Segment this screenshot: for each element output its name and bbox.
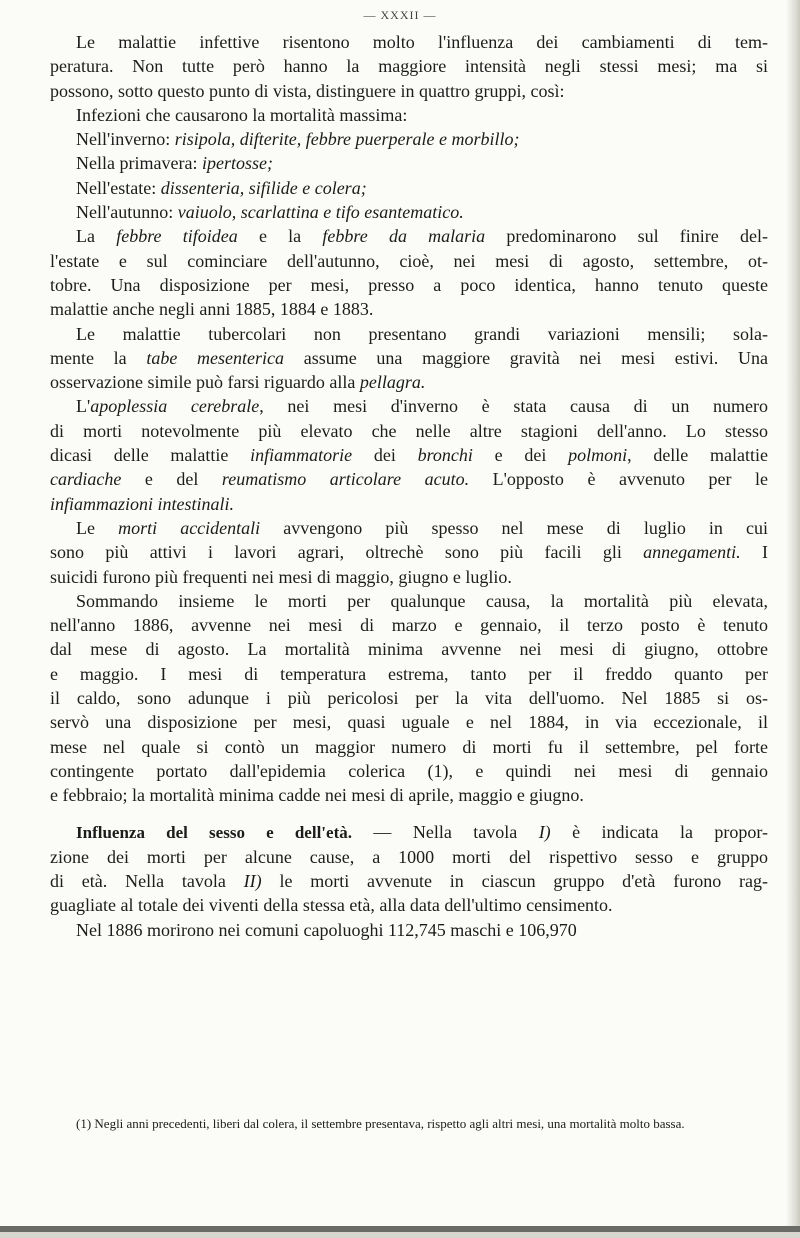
text-line <box>50 637 768 661</box>
text-line <box>50 370 768 394</box>
italic-term: febbre tifoidea <box>116 226 238 247</box>
text-line <box>50 346 768 370</box>
text-run: guagliate al totale dei viventi della stessa età, alla data dell'ultimo censimento. <box>50 895 613 916</box>
text-line <box>50 200 768 224</box>
footnote: (1) Negli anni precedenti, liberi dal colera, il settembre presentava, rispetto agli altri mesi, una mortalità molto bassa. <box>76 1116 685 1131</box>
text-run: possono, sotto questo punto di vista, distinguere in quattro gruppi, così: <box>50 80 565 101</box>
text-run: nell'anno 1886, avvenne nei mesi di marzo e gennaio, il terzo posto è tenuto <box>50 615 768 636</box>
italic-term: morti accidentali <box>118 517 261 538</box>
paragraph-gap <box>50 808 768 820</box>
text-line <box>50 467 768 491</box>
italic-term: infiammatorie <box>250 445 353 466</box>
text-line <box>50 783 768 807</box>
text-run: predominarono sul finire del- <box>485 226 768 247</box>
italic-term: annegamenti. <box>643 542 741 563</box>
text-run: L' <box>76 396 91 417</box>
text-line <box>50 918 768 942</box>
text-line <box>50 419 768 443</box>
footnotes <box>50 1114 768 1133</box>
text-run: di morti notevolmente più elevato che nelle altre stagioni dell'anno. Lo stesso <box>50 420 768 441</box>
text-run: servò una disposizione per mesi, quasi uguale e nel 1884, in via eccezionale, il <box>50 712 768 733</box>
text-run: , delle malattie <box>627 445 768 466</box>
text-line <box>50 54 768 78</box>
text-run: Nel 1886 morirono nei comuni capoluoghi 112,745 maschi e 106,970 <box>76 919 577 940</box>
italic-term: cardiache <box>50 469 122 490</box>
text-line <box>50 492 768 516</box>
text-run: Le malattie tubercolari non presentano grandi variazioni mensili; sola- <box>76 323 768 344</box>
text-line <box>50 79 768 103</box>
italic-term: apoplessia cerebrale <box>90 396 260 417</box>
text-run: dicasi delle malattie <box>50 445 251 466</box>
text-run: osservazione simile può farsi riguardo alla <box>50 372 360 393</box>
text-line <box>50 589 768 613</box>
text-line <box>50 297 768 321</box>
text-run: zione dei morti per alcune cause, a 1000 morti del rispettivo sesso e gruppo <box>50 846 768 867</box>
italic-term: polmoni <box>568 445 628 466</box>
text-run: avvengono più spesso nel mese di luglio in cui <box>260 517 769 538</box>
text-run: — Nella tavola <box>351 821 539 842</box>
italic-term: I) <box>538 821 551 842</box>
text-run: peratura. Non tutte però hanno la maggiore intensità negli stessi mesi; ma si <box>50 56 768 77</box>
text-run: Nella primavera: <box>76 153 202 174</box>
text-run: Le malattie infettive risentono molto l'influenza dei cambiamenti di tem- <box>76 32 768 52</box>
text-line <box>50 759 768 783</box>
section-heading: Influenza del sesso e dell'età. <box>76 822 352 842</box>
text-run: sono più attivi i lavori agrari, oltrechè sono più facili gli <box>50 542 644 563</box>
text-run: mente la <box>50 347 147 368</box>
text-line <box>50 565 768 589</box>
italic-term: dissenteria, sifilide e colera; <box>160 177 367 198</box>
text-run: di età. Nella tavola <box>50 871 244 892</box>
text-run: I <box>740 542 768 563</box>
text-line <box>50 516 768 540</box>
text-line <box>50 686 768 710</box>
italic-term: febbre da malaria <box>322 226 486 247</box>
text-run: e maggio. I mesi di temperatura estrema, tanto per il freddo quanto per <box>50 663 768 684</box>
text-run: Sommando insieme le morti per qualunque causa, la mortalità più elevata, <box>76 590 768 611</box>
text-line <box>50 176 768 200</box>
running-head: — XXXII — <box>363 8 437 22</box>
text-run: mese nel quale si contò un maggior numero di morti fu il settembre, pel forte <box>50 736 768 757</box>
text-line <box>50 127 768 151</box>
text-run: l'estate e sul cominciare dell'autunno, cioè, nei mesi di agosto, settembre, ot- <box>50 250 768 271</box>
text-line <box>50 820 768 845</box>
text-run: Infezioni che causarono la mortalità massima: <box>76 104 408 125</box>
text-run: L'opposto è avvenuto per le <box>469 469 768 490</box>
text-run: e febbraio; la mortalità minima cadde nei mesi di aprile, maggio e giugno. <box>50 785 584 806</box>
text-line <box>50 893 768 917</box>
text-line <box>50 249 768 273</box>
text-run: assume una maggiore gravità nei mesi estivi. Una <box>284 347 768 368</box>
italic-term: tabe mesenterica <box>146 347 285 368</box>
body-text <box>50 30 768 942</box>
text-run: , nei mesi d'inverno è stata causa di un numero <box>259 396 768 417</box>
text-line <box>50 540 768 564</box>
italic-term: reumatismo articolare acuto. <box>221 469 470 490</box>
text-run: le morti avvenute in ciascun gruppo d'età furono rag- <box>261 871 768 892</box>
text-line <box>50 869 768 893</box>
text-run: è indicata la propor- <box>550 821 768 842</box>
italic-term: infiammazioni intestinali. <box>50 493 235 514</box>
text-line <box>50 224 768 248</box>
italic-term: bronchi <box>417 445 473 466</box>
text-run: dei <box>352 445 418 466</box>
page-bottom-edge <box>0 1232 800 1238</box>
italic-term: risipola, difterite, febbre puerperale e morbillo; <box>174 129 520 150</box>
italic-term: II) <box>243 871 262 892</box>
text-line <box>50 322 768 346</box>
text-run: suicidi furono più frequenti nei mesi di maggio, giugno e luglio. <box>50 566 512 587</box>
text-run: tobre. Una disposizione per mesi, presso a poco identica, hanno tenuto queste <box>50 274 768 295</box>
text-run: Le <box>76 517 119 538</box>
text-run: il caldo, sono adunque i più pericolosi per la vita dell'uomo. Nel 1885 si os- <box>50 688 768 709</box>
italic-term: vaiuolo, scarlattina e tifo esantematico. <box>177 202 464 223</box>
text-line <box>50 613 768 637</box>
text-line <box>50 273 768 297</box>
page-edge-shadow <box>786 0 800 1238</box>
text-line <box>50 735 768 759</box>
text-line <box>50 710 768 734</box>
text-line <box>50 662 768 686</box>
text-line <box>50 30 768 54</box>
text-run: malattie anche negli anni 1885, 1884 e 1883. <box>50 299 374 320</box>
text-run: contingente portato dall'epidemia colerica (1), e quindi nei mesi di gennaio <box>50 760 768 781</box>
text-run: Nell'estate: <box>76 177 161 198</box>
text-run: Nell'inverno: <box>76 129 175 150</box>
text-run: Nell'autunno: <box>76 202 178 223</box>
text-line <box>50 394 768 418</box>
text-run: La <box>76 226 117 247</box>
text-run: e del <box>121 469 222 490</box>
text-run: e la <box>237 226 323 247</box>
text-line <box>50 845 768 869</box>
text-line <box>50 151 768 175</box>
italic-term: pellagra. <box>359 372 426 393</box>
text-line <box>50 443 768 467</box>
italic-term: ipertosse; <box>201 153 273 174</box>
text-line <box>50 103 768 127</box>
text-run: dal mese di agosto. La mortalità minima avvenne nei mesi di giugno, ottobre <box>50 639 768 660</box>
text-run: e dei <box>472 445 569 466</box>
